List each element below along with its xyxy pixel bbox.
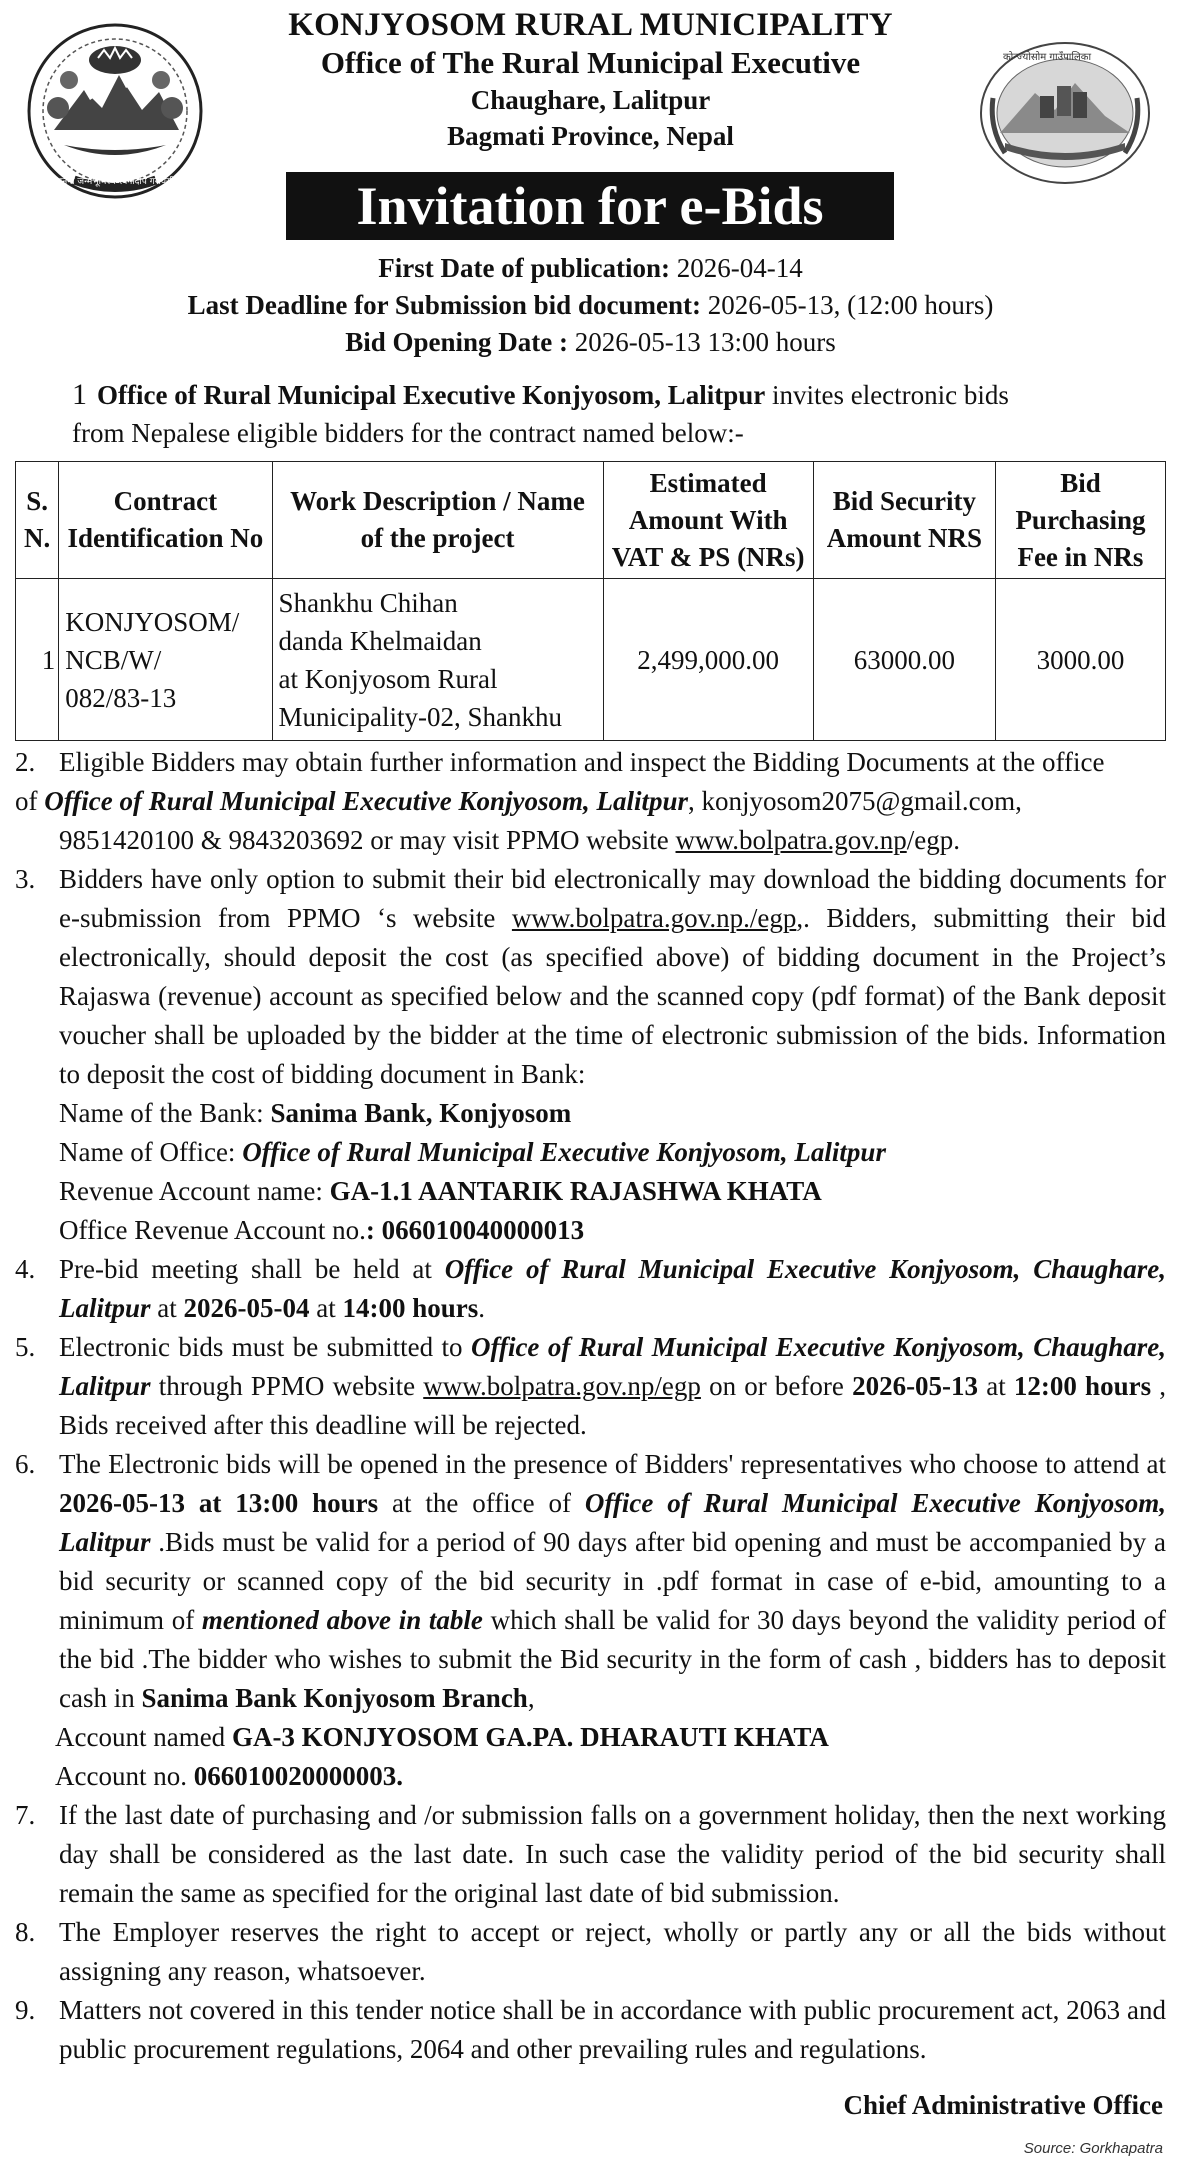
logo-text: कोन्ज्योसोम गाउँपालिका bbox=[1002, 52, 1092, 63]
clause-6-text-c: .Bids must be valid for a period of 90 days after bid opening and must be accompanied by a bid security or scanned copy of the bid security in .pdf format in case of e-bid, amounting to a minimum of bbox=[59, 1527, 1166, 1635]
revenue-value: GA-1.1 AANTARIK RAJASHWA KHATA bbox=[329, 1176, 822, 1206]
header-sn: S. N. bbox=[16, 462, 59, 579]
clause-number: 4. bbox=[15, 1254, 36, 1284]
notice-body bbox=[15, 743, 1166, 2069]
municipality-name: KONJYOSOM RURAL MUNICIPALITY bbox=[288, 7, 893, 43]
bank-value: Sanima Bank, Konjyosom bbox=[270, 1098, 572, 1128]
opening-date-line bbox=[0, 324, 1181, 361]
clause-5-office: Office of Rural Municipal Executive Konjyosom, Chaughare, Lalitpur bbox=[59, 1332, 1166, 1401]
header-estimated-amount: Estimated Amount With VAT & PS (NRs) bbox=[603, 462, 813, 579]
clause-5-text-b: through PPMO website bbox=[150, 1371, 424, 1401]
clause-4-end: . bbox=[478, 1293, 486, 1323]
contract-id-part: KONJYOSOM/ bbox=[65, 606, 240, 637]
office-location: Chaughare, Lalitpur bbox=[470, 85, 711, 115]
intro-office: Office of Rural Municipal Executive Konjyosom, Lalitpur bbox=[97, 380, 766, 410]
clause-number: 9. bbox=[15, 1995, 36, 2025]
deposit-account-name-line bbox=[55, 1718, 1166, 1757]
deadline-value: 2026-05-13, (12:00 hours) bbox=[707, 290, 994, 320]
clause-6-office: Office of Rural Municipal Executive Konjyosom, Lalitpur bbox=[59, 1488, 1166, 1557]
clause-number: 8. bbox=[15, 1917, 36, 1947]
clause-8-text: The Employer reserves the right to accept or reject, wholly or partly any or all the bids without assigning any reason, whatsoever. bbox=[59, 1917, 1166, 1986]
opening-datetime: 2026-05-13 at 13:00 hours bbox=[59, 1488, 379, 1518]
clause-2-text: of bbox=[15, 786, 45, 816]
emblem-motto: जननी जन्मभूमिश्च स्वर्गादपि गरीयसी bbox=[55, 177, 175, 187]
publication-value: 2026-04-14 bbox=[676, 253, 803, 283]
header-contract-id: Contract Identification No bbox=[59, 462, 272, 579]
clause-3-text-b: ,. Bidders, submitting their bid electronically, should deposit the cost (as specified above) of bidding document in the Project’s Rajaswa (revenue) account as specified below and the scanned copy (pdf format) of the Bank deposit voucher shall be uploaded by the bidder at the time of electronic submission of the bids. Information to deposit the cost of bidding document in Bank: bbox=[59, 903, 1166, 1089]
clause-7-text: If the last date of purchasing and /or submission falls on a government holiday, then the next working day shall be considered as the last date. In such case the validity period of the bid security shall remain the same as specified for the original last date of bid submission. bbox=[59, 1800, 1166, 1908]
clause-5-text-c: on or before bbox=[700, 1371, 853, 1401]
clause-4-office: Office of Rural Municipal Executive Konjyosom, Chaughare, Lalitpur bbox=[59, 1254, 1167, 1323]
account-label: Office Revenue Account no. bbox=[59, 1215, 366, 1245]
province: Bagmati Province, Nepal bbox=[447, 121, 734, 151]
opening-label: Bid Opening Date : bbox=[345, 327, 569, 357]
clause-2-office: Office of Rural Municipal Executive Konjyosom, Lalitpur bbox=[44, 786, 689, 816]
clause-5-at: at bbox=[978, 1371, 1014, 1401]
ppmo-link[interactable]: www.bolpatra.gov.np/egp bbox=[423, 1371, 701, 1401]
deposit-account-no-label: Account no. bbox=[55, 1761, 194, 1791]
clause-4 bbox=[15, 1250, 1166, 1328]
cell-work-description bbox=[272, 579, 603, 741]
notice-title-banner: Invitation for e-Bids bbox=[286, 172, 894, 240]
cell-purchasing-fee: 3000.00 bbox=[995, 579, 1165, 741]
clause-4-text-a: Pre-bid meeting shall be held at bbox=[59, 1254, 445, 1284]
clause-2-line-3 bbox=[15, 821, 1166, 860]
clause-5-end: , Bids received after this deadline will be rejected. bbox=[59, 1371, 1166, 1440]
deposit-account-value: GA-3 KONJYOSOM GA.PA. DHARAUTI KHATA bbox=[231, 1722, 829, 1752]
cell-bid-security: 63000.00 bbox=[813, 579, 995, 741]
work-line: Shankhu Chihan bbox=[278, 587, 458, 618]
clause-3-text-a: Bidders have only option to submit their bid electronically may download the bidding documents for e-submission from PPMO ‘s website bbox=[59, 864, 1166, 933]
account-value: : 066010040000013 bbox=[365, 1215, 585, 1245]
work-line: at Konjyosom Rural bbox=[278, 663, 498, 694]
revenue-account-line bbox=[59, 1172, 1166, 1211]
revenue-label: Revenue Account name: bbox=[59, 1176, 330, 1206]
cell-estimated-amount: 2,499,000.00 bbox=[603, 579, 813, 741]
deposit-account-no-value: 066010020000003. bbox=[193, 1761, 403, 1791]
cell-contract-id bbox=[59, 579, 272, 741]
intro-number: 1 bbox=[72, 378, 87, 411]
clause-number: 2. bbox=[15, 747, 36, 777]
key-dates bbox=[0, 250, 1181, 361]
intro-text-1: invites electronic bids bbox=[771, 380, 1009, 410]
signature: Chief Administrative Office bbox=[843, 2090, 1163, 2120]
office-value: Office of Rural Municipal Executive Konjyosom, Lalitpur bbox=[242, 1137, 886, 1167]
bank-name-line bbox=[59, 1094, 1166, 1133]
clause-5-text-a: Electronic bids must be submitted to bbox=[59, 1332, 471, 1362]
clause-6-text bbox=[59, 1445, 1166, 1718]
clause-5-text bbox=[59, 1328, 1166, 1445]
clause-4-at: at bbox=[150, 1293, 184, 1323]
clause-2 bbox=[15, 743, 1166, 782]
clause-2-line-1: Eligible Bidders may obtain further information and inspect the Bidding Documents at the office bbox=[59, 747, 1105, 777]
submission-time: 12:00 hours bbox=[1013, 1371, 1152, 1401]
clause-6-comma: , bbox=[527, 1683, 535, 1713]
office-label: Name of Office: bbox=[59, 1137, 243, 1167]
contract-id-part: NCB/W/ bbox=[65, 644, 162, 675]
clause-6-text-a: The Electronic bids will be opened in the presence of Bidders' representatives who choose to attend at bbox=[59, 1449, 1166, 1479]
header-purchasing-fee: Bid Purchasing Fee in NRs bbox=[995, 462, 1165, 579]
clause-6-text-b: at the office of bbox=[378, 1488, 585, 1518]
clause-2-link-suffix: /egp. bbox=[906, 825, 960, 855]
deadline-line bbox=[0, 287, 1181, 324]
bid-table-header bbox=[16, 462, 1166, 579]
clause-2-line-2 bbox=[15, 782, 1166, 821]
bid-table bbox=[15, 461, 1166, 741]
bank-label: Name of the Bank: bbox=[59, 1098, 271, 1128]
clause-9-text: Matters not covered in this tender notice shall be in accordance with public procurement act, 2063 and public procurement regulations, 2064 and other prevailing rules and regulations. bbox=[59, 1995, 1166, 2064]
office-name: Office of The Rural Municipal Executive bbox=[320, 45, 861, 80]
clause-6-bank: Sanima Bank Konjyosom Branch bbox=[141, 1683, 528, 1713]
clause-2-email[interactable]: , konjyosom2075@gmail.com, bbox=[688, 786, 1022, 816]
clause-6 bbox=[15, 1445, 1166, 1796]
clause-8 bbox=[15, 1913, 1166, 1991]
office-name-line bbox=[59, 1133, 1166, 1172]
deadline-label: Last Deadline for Submission bid document: bbox=[187, 290, 701, 320]
account-number-line bbox=[59, 1211, 1166, 1250]
prebid-time: 14:00 hours bbox=[342, 1293, 479, 1323]
clause-3-text bbox=[59, 860, 1166, 1094]
clause-3 bbox=[15, 860, 1166, 1250]
deposit-account-label: Account named bbox=[55, 1722, 232, 1752]
clause-9 bbox=[15, 1991, 1166, 2069]
cell-sn: 1 bbox=[16, 579, 59, 741]
intro-text-2: from Nepalese eligible bidders for the contract named below:- bbox=[72, 418, 744, 448]
clause-6-text-d: which shall be valid for 30 days beyond the validity period of the bid .The bidder who wishes to submit the Bid security in the form of cash , bidders has to deposit cash in bbox=[59, 1605, 1166, 1713]
clause-number: 5. bbox=[15, 1332, 36, 1362]
clause-4-text bbox=[59, 1250, 1166, 1328]
source-credit: Source: Gorkhapatra bbox=[1023, 2140, 1163, 2157]
contract-id-part: 082/83-13 bbox=[65, 682, 177, 713]
deposit-account-no-line bbox=[55, 1757, 1166, 1796]
header-bid-security: Bid Security Amount NRS bbox=[813, 462, 995, 579]
clause-6-table-ref: mentioned above in table bbox=[201, 1605, 483, 1635]
publication-label: First Date of publication: bbox=[378, 253, 670, 283]
clause-number: 3. bbox=[15, 864, 36, 894]
prebid-date: 2026-05-04 bbox=[183, 1293, 310, 1323]
work-line: Municipality-02, Shankhu bbox=[278, 701, 563, 732]
clause-7 bbox=[15, 1796, 1166, 1913]
clause-number: 6. bbox=[15, 1449, 36, 1479]
ppmo-link[interactable]: www.bolpatra.gov.np bbox=[675, 825, 907, 855]
notice-header bbox=[0, 6, 1181, 154]
ppmo-link[interactable]: www.bolpatra.gov.np./egp bbox=[511, 903, 797, 933]
clause-4-at-2: at bbox=[309, 1293, 343, 1323]
work-line: danda Khelmaidan bbox=[278, 625, 482, 656]
header-work-description: Work Description / Name of the project bbox=[272, 462, 603, 579]
clause-5 bbox=[15, 1328, 1166, 1445]
table-row bbox=[16, 579, 1166, 741]
submission-date: 2026-05-13 bbox=[852, 1371, 979, 1401]
intro-paragraph bbox=[72, 376, 1172, 452]
clause-2-phones: 9851420100 & 9843203692 or may visit PPMO website bbox=[59, 825, 676, 855]
opening-value: 2026-05-13 13:00 hours bbox=[574, 327, 836, 357]
clause-number: 7. bbox=[15, 1800, 36, 1830]
publication-date-line bbox=[0, 250, 1181, 287]
